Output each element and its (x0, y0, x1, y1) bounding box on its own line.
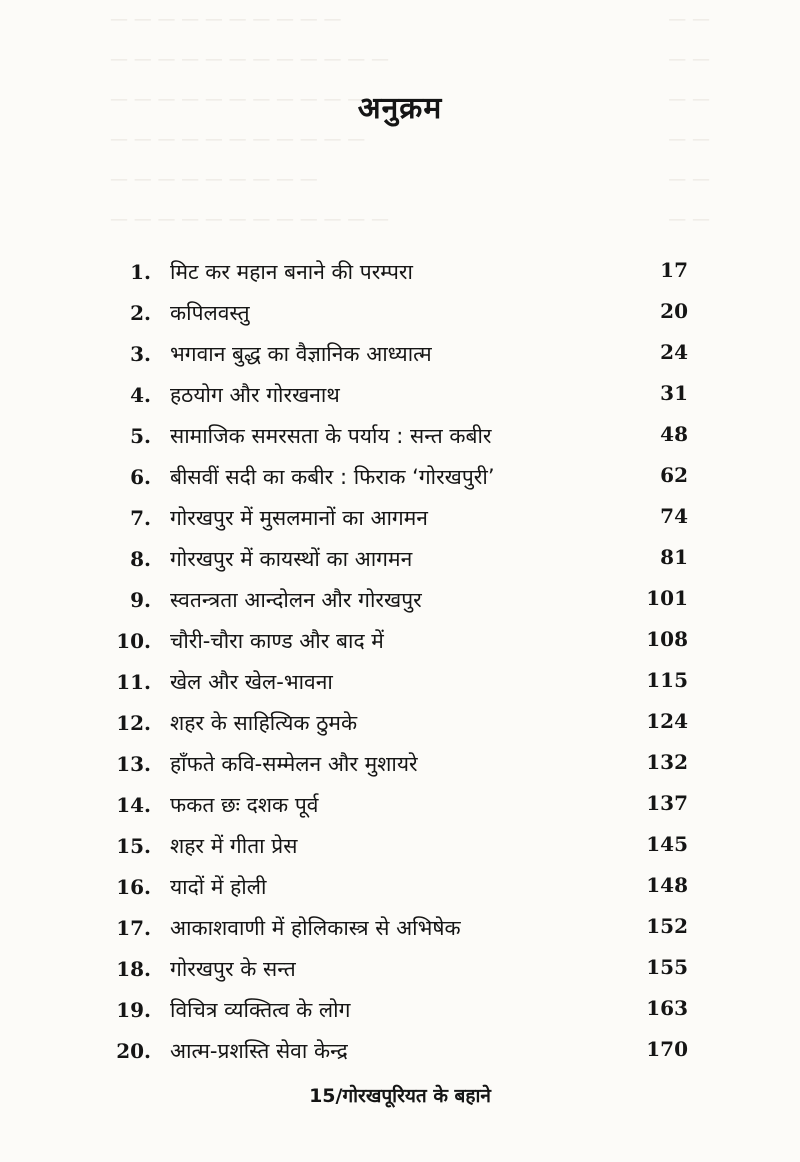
chapter-title: हाँफते कवि-सम्मेलन और मुशायरे (170, 752, 418, 776)
page-number: 108 (646, 627, 688, 651)
page-number: 132 (646, 750, 688, 774)
page-number: 101 (646, 586, 688, 610)
chapter-title: फकत छः दशक पूर्व (170, 793, 319, 817)
chapter-number: 6. (130, 465, 151, 489)
page-number: 152 (646, 914, 688, 938)
chapter-number: 12. (116, 711, 151, 735)
chapter-title: गोरखपुर के सन्त (170, 957, 296, 981)
chapter-number: 19. (116, 998, 151, 1022)
toc-entry (0, 293, 800, 334)
chapter-title: खेल और खेल-भावना (170, 670, 333, 694)
chapter-number: 3. (130, 342, 151, 366)
toc-entry (0, 498, 800, 539)
chapter-number: 13. (116, 752, 151, 776)
chapter-title: विचित्र व्यक्तित्व के लोग (170, 998, 351, 1022)
chapter-title: आकाशवाणी में होलिकास्त्र से अभिषेक (170, 916, 461, 940)
bleed-through-text: — — — — — — — — — — — — — — — — — — — — — — — — — — — — — — — — — — — — — — — — — — — — — — — — — — — — — — — — — — — — — — — — — — — — — — — — — — — — — — (110, 9, 710, 230)
chapter-title: शहर के साहित्यिक ठुमके (170, 711, 358, 735)
page-number: 20 (660, 299, 688, 323)
chapter-number: 14. (116, 793, 151, 817)
page-number: 48 (660, 422, 688, 446)
page-number: 145 (646, 832, 688, 856)
toc-entry (0, 375, 800, 416)
chapter-title: गोरखपुर में कायस्थों का आगमन (170, 547, 413, 571)
chapter-title: मिट कर महान बनाने की परम्परा (170, 260, 413, 284)
page-number: 74 (660, 504, 688, 528)
toc-entry (0, 867, 800, 908)
chapter-title: आत्म-प्रशस्ति सेवा केन्द्र (170, 1039, 348, 1063)
chapter-title: स्वतन्त्रता आन्दोलन और गोरखपुर (170, 588, 422, 612)
table-of-contents (0, 252, 800, 1072)
toc-entry (0, 539, 800, 580)
chapter-number: 17. (116, 916, 151, 940)
page-number: 137 (646, 791, 688, 815)
page-number: 115 (646, 668, 688, 692)
chapter-number: 4. (130, 383, 151, 407)
toc-entry (0, 416, 800, 457)
toc-entry (0, 908, 800, 949)
page-number: 148 (646, 873, 688, 897)
page-number: 31 (660, 381, 688, 405)
toc-entry (0, 621, 800, 662)
page-number: 81 (660, 545, 688, 569)
chapter-number: 2. (130, 301, 151, 325)
chapter-title: शहर में गीता प्रेस (170, 834, 298, 858)
page-number: 62 (660, 463, 688, 487)
toc-entry (0, 334, 800, 375)
chapter-number: 20. (116, 1039, 151, 1063)
page-number: 124 (646, 709, 688, 733)
page-number: 170 (646, 1037, 688, 1061)
chapter-title: कपिलवस्तु (170, 301, 250, 325)
toc-entry (0, 580, 800, 621)
toc-entry (0, 703, 800, 744)
chapter-title: सामाजिक समरसता के पर्याय : सन्त कबीर (170, 424, 492, 448)
chapter-number: 7. (130, 506, 151, 530)
page-title: अनुक्रम (357, 91, 443, 126)
toc-entry (0, 1031, 800, 1072)
toc-entry (0, 785, 800, 826)
chapter-number: 8. (130, 547, 151, 571)
page-footer: 15/गोरखपूरियत के बहाने (309, 1085, 491, 1107)
chapter-title: यादों में होली (170, 875, 267, 899)
chapter-title: हठयोग और गोरखनाथ (170, 383, 340, 407)
chapter-number: 16. (116, 875, 151, 899)
chapter-number: 10. (116, 629, 151, 653)
page-number: 17 (660, 258, 688, 282)
toc-entry (0, 744, 800, 785)
chapter-title: भगवान बुद्ध का वैज्ञानिक आध्यात्म (170, 342, 432, 366)
toc-entry (0, 990, 800, 1031)
chapter-number: 5. (130, 424, 151, 448)
chapter-number: 9. (130, 588, 151, 612)
toc-entry (0, 949, 800, 990)
toc-entry (0, 457, 800, 498)
chapter-number: 15. (116, 834, 151, 858)
chapter-title: चौरी-चौरा काण्ड और बाद में (170, 629, 384, 653)
page-number: 24 (660, 340, 688, 364)
page-number: 155 (646, 955, 688, 979)
chapter-number: 1. (130, 260, 151, 284)
toc-entry (0, 252, 800, 293)
chapter-number: 18. (116, 957, 151, 981)
chapter-title: बीसवीं सदी का कबीर : फिराक ‘गोरखपुरी’ (170, 465, 495, 489)
page-number: 163 (646, 996, 688, 1020)
chapter-title: गोरखपुर में मुसलमानों का आगमन (170, 506, 428, 530)
chapter-number: 11. (116, 670, 151, 694)
toc-entry (0, 662, 800, 703)
toc-entry (0, 826, 800, 867)
